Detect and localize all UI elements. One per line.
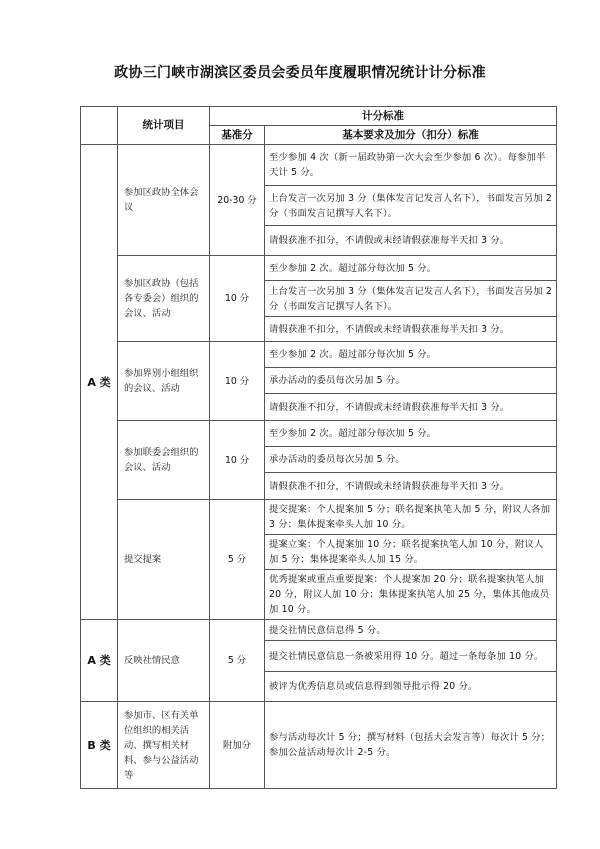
base-score-cell: 附加分 <box>210 702 265 789</box>
requirement-cell: 至少参加 2 次。超过部分每次加 5 分。 <box>265 256 557 281</box>
document-title: 政协三门峡市湖滨区委员会委员年度履职情况统计计分标准 <box>114 65 486 81</box>
table-row <box>81 702 557 789</box>
category-a-cell: A 类 <box>81 620 118 702</box>
requirement-cell: 被评为优秀信息员或信息得到领导批示得 20 分。 <box>265 672 557 702</box>
requirement-cell: 承办活动的委员每次另加 5 分。 <box>265 447 557 473</box>
table-row <box>81 342 557 368</box>
table-row <box>81 620 557 641</box>
item-cell: 参加市、区有关单位组织的相关活动、撰写相关材料、参与公益活动等 <box>118 702 210 789</box>
requirement-cell: 参与活动每次计 5 分；撰写材料（包括大会发言等）每次计 5 分；参加公益活动每次计 2-5 分。 <box>265 702 557 789</box>
scoring-table <box>80 106 557 789</box>
base-score-cell: 20-30 分 <box>210 145 265 256</box>
base-score-cell: 10 分 <box>210 421 265 500</box>
category-a-cell: A 类 <box>81 145 118 620</box>
base-score-cell: 10 分 <box>210 342 265 421</box>
header-requirement: 基本要求及加分（扣分）标准 <box>265 126 557 145</box>
blank-header-cell <box>81 107 118 145</box>
requirement-cell: 请假获准不扣分，不请假或未经请假获准每半天扣 3 分。 <box>265 394 557 421</box>
requirement-cell: 上台发言一次另加 3 分（集体发言记发言人名下），书面发言另加 2 分（书面发言记撰写人名下）。 <box>265 281 557 317</box>
item-cell: 参加界别小组组织的会议、活动 <box>118 342 210 421</box>
header-item: 统计项目 <box>118 107 210 145</box>
table-row <box>81 500 557 535</box>
requirement-cell: 至少参加 4 次（新一届政协第一次大会至少参加 6 次）。每参加半天计 5 分。 <box>265 145 557 186</box>
requirement-cell: 上台发言一次另加 3 分（集体发言记发言人名下），书面发言另加 2 分（书面发言记撰写人名下）。 <box>265 186 557 226</box>
requirement-cell: 优秀提案或重点重要提案：个人提案加 20 分；联名提案执笔人加 20 分，附议人加 10 分；集体提案执笔人加 25 分，集体其他成员加 10 分。 <box>265 570 557 620</box>
requirement-cell: 提案立案：个人提案加 10 分；联名提案执笔人加 10 分，附议人加 5 分；集体提案牵头人加 15 分。 <box>265 535 557 570</box>
requirement-cell: 至少参加 2 次。超过部分每次加 5 分。 <box>265 342 557 368</box>
requirement-cell: 请假获准不扣分，不请假或未经请假获准每半天扣 3 分。 <box>265 473 557 500</box>
table-row <box>81 145 557 186</box>
requirement-cell: 至少参加 2 次。超过部分每次加 5 分。 <box>265 421 557 447</box>
base-score-cell: 5 分 <box>210 500 265 620</box>
table-row <box>81 421 557 447</box>
requirement-cell: 提交提案：个人提案加 5 分；联名提案执笔人加 5 分，附议人各加 3 分；集体提案牵头人加 10 分。 <box>265 500 557 535</box>
base-score-cell: 5 分 <box>210 620 265 702</box>
item-cell: 反映社情民意 <box>118 620 210 702</box>
requirement-cell: 提交社情民意信息一条被采用得 10 分。超过一条每条加 10 分。 <box>265 641 557 672</box>
requirement-cell: 请假获准不扣分，不请假或未经请假获准每半天扣 3 分。 <box>265 226 557 256</box>
base-score-cell: 10 分 <box>210 256 265 342</box>
item-cell: 参加区政协全体会议 <box>118 145 210 256</box>
category-b-cell: B 类 <box>81 702 118 789</box>
header-base: 基准分 <box>210 126 265 145</box>
item-cell: 参加区政协（包括各专委会）组织的会议、活动 <box>118 256 210 342</box>
requirement-cell: 请假获准不扣分，不请假或未经请假获准每半天扣 3 分。 <box>265 317 557 342</box>
header-standard: 计分标准 <box>210 107 557 126</box>
header-row-1 <box>81 107 557 126</box>
item-cell: 参加联委会组织的会议、活动 <box>118 421 210 500</box>
item-cell: 提交提案 <box>118 500 210 620</box>
requirement-cell: 提交社情民意信息得 5 分。 <box>265 620 557 641</box>
requirement-cell: 承办活动的委员每次另加 5 分。 <box>265 368 557 394</box>
table-row <box>81 256 557 281</box>
